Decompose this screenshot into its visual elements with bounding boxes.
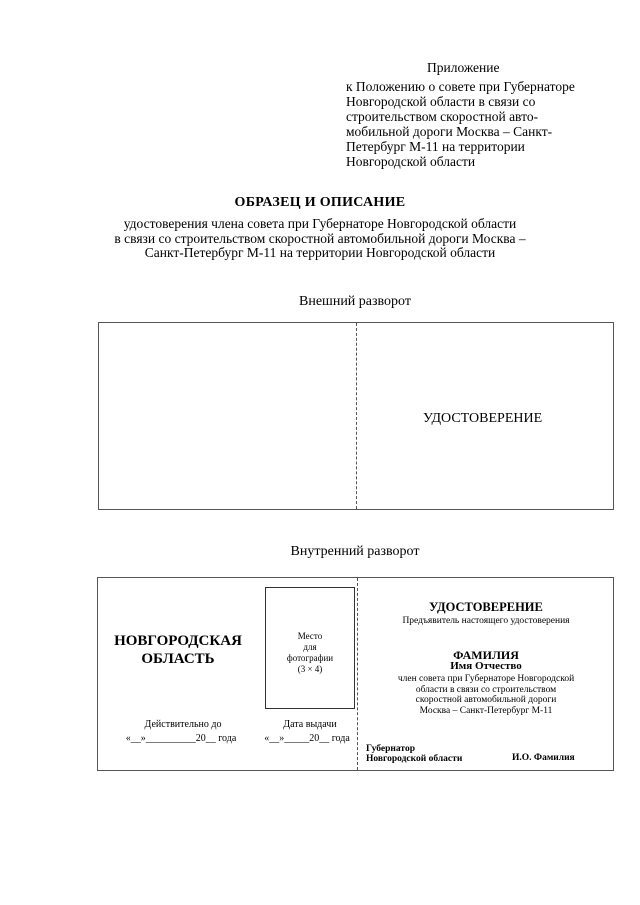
- inner-spread-label: Внутренний разворот: [290, 544, 420, 559]
- region-name: НОВГОРОДСКАЯ ОБЛАСТЬ: [114, 633, 242, 667]
- issue-date-field: «__»_____20__ года: [264, 733, 350, 744]
- valid-until-field: «__»__________20__ года: [125, 733, 237, 744]
- appendix-line: Петербург М-11 на территории: [346, 139, 525, 154]
- photo-placeholder: [265, 587, 355, 709]
- outer-spread-label: Внешний разворот: [299, 294, 411, 309]
- appendix-reference: [346, 79, 596, 169]
- name-patronymic: Имя Отчество: [450, 660, 522, 672]
- issue-date-label: Дата выдачи: [283, 719, 337, 730]
- appendix-line: строительством скоростной авто-: [346, 109, 539, 124]
- inner-title: УДОСТОВЕРЕНИЕ: [429, 600, 543, 614]
- document-title: ОБРАЗЕЦ И ОПИСАНИЕ: [234, 195, 406, 210]
- valid-until-label: Действительно до: [144, 719, 222, 730]
- inner-spread-card: [97, 577, 614, 771]
- subtitle-line: в связи со строительством скоростной автомобильной дороги Москва –: [114, 230, 526, 246]
- outer-spread-card: [98, 322, 614, 510]
- appendix-line: Новгородской области: [346, 154, 476, 169]
- member-role: член совета при Губернаторе Новгородской области в связи со строительством скоростной автомобильной дороги Москва – Санкт-Петербург М-11: [397, 674, 575, 716]
- fold-line: [356, 323, 357, 509]
- subtitle-line: удостоверения члена совета при Губернаторе Новгородской области: [123, 216, 517, 231]
- subtitle-line: Санкт-Петербург М-11 на территории Новгородской области: [144, 245, 496, 260]
- fold-line: [357, 578, 358, 770]
- bearer-text: Предъявитель настоящего удостоверения: [402, 616, 570, 626]
- appendix-title: Приложение: [427, 60, 500, 75]
- photo-caption: Место для фотографии (3 × 4): [286, 631, 334, 674]
- surname: ФАМИЛИЯ: [453, 648, 519, 662]
- appendix-line: к Положению о совете при Губернаторе: [346, 79, 575, 94]
- signer-title: Губернатор Новгородской области: [366, 744, 463, 764]
- appendix-line: Новгородской области в связи со: [346, 94, 536, 109]
- signer-name: И.О. Фамилия: [512, 753, 575, 763]
- appendix-line: мобильной дороги Москва – Санкт-: [346, 124, 553, 139]
- document-subtitle: [60, 217, 580, 261]
- cover-title: УДОСТОВЕРЕНИЕ: [423, 411, 543, 426]
